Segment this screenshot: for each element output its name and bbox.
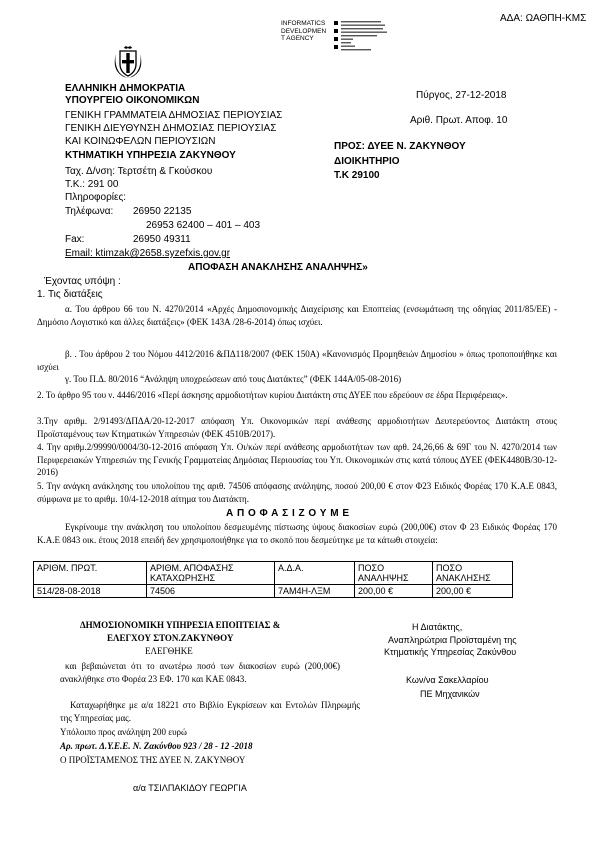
table-cell: 7ΑΜ4Η-ΛΞΜ [275,585,355,598]
phone-2: 26953 62400 – 401 – 403 [146,220,260,231]
fiscal-service-heading-2: ΕΛΕΓΧΟΥ ΣΤΟΝ.ΖΑΚΥΝΘΟΥ [107,633,234,643]
fax-label: Fax: [65,234,85,245]
fax-number: 26950 49311 [133,234,191,245]
date: Πύργος, 27-12-2018 [416,90,507,101]
clause-b: β. . Του άρθρου 2 του Νόμου 4412/2016 &ΠΔ118/2007 (ΦΕΚ 150Α) «Κανονισμός Προμηθειών Δημοσίου » όπως τροποποιήθηκε και ισχύει [37,349,557,372]
clause-a: α. Του άρθρου 66 του Ν. 4270/2014 «Αρχές Δημοσιονομικής Διαχείρισης και Εποπτείας (ενσωμάτωση της οδηγίας 2011/85/ΕΕ) - Δημόσιο Λογιστικό και άλλες διατάξεις» (ΦΕΚ 143Α /28-6-2014) όπως ισχύει. [37,304,557,327]
postal-code: Τ.Κ.: 291 00 [65,179,119,190]
checked-paragraph: και βεβαιώνεται ότι το ανωτέρω ποσό των διακοσίων ευρώ (200,00€) ανακλήθηκε στο Φορέα 23 ΕΦ. 170 και ΚΑΕ 0843. [60,661,340,684]
table-header-cell: Α.Δ.Α. [275,562,355,585]
table-cell: 74506 [147,585,275,598]
dyee-signer: α/α ΤΣΙΛΠΑΚΙΔΟΥ ΓΕΩΡΓΙΑ [133,783,247,793]
protocol-number: Αριθ. Πρωτ. Αποφ. 10 [410,115,508,126]
signatory-role-3: Κτηματικής Υπηρεσίας Ζακύνθου [384,647,517,657]
informatics-logo-text [281,20,326,43]
decision-title: ΑΠΟΦΑΣΗ ΑΝΑΚΛΗΣΗΣ ΑΝΑΛΗΨΗΣ» [188,262,368,273]
country-title: ΕΛΛΗΝΙΚΗ ΔΗΜΟΚΡΑΤΙΑ [65,83,186,94]
remaining-amount: Υπόλοιπο προς ανάληψη 200 ευρώ [60,727,187,737]
dyee-head: Ο ΠΡΟΪΣΤΑΜΕΝΟΣ ΤΗΣ ΔΥΕΕ Ν. ΖΑΚΥΝΘΟΥ [60,755,246,765]
recipient-to: ΠΡΟΣ: ΔΥΕΕ Ν. ΖΑΚΥΝΘΟΥ [334,141,466,152]
informatics-logo-fineprint [341,20,396,59]
item-3: 3.Την αριθμ. 2/91493/ΔΠΔΑ/20-12-2017 απόφαση Υπ. Οικονομικών περί ανάθεσης αρμοδιοτήτων Δευτερεύοντος Διατάκτη στους Προϊσταμένους των Κτηματικών Υπηρεσιών (ΦΕΚ 4510Β/2017). [37,416,557,439]
table-header-cell: ΑΡΙΘΜ. ΠΡΩΤ. [34,562,147,585]
table-row [34,585,513,598]
gen-directorate-1: ΓΕΝΙΚΗ ΔΙΕΥΘΥΝΣΗ ΔΗΜΟΣΙΑΣ ΠΕΡΙΟΥΣΙΑΣ [65,123,277,134]
we-decide-heading: Α Π Ο Φ Α Σ Ι Ζ Ο Υ Μ Ε [226,508,350,519]
checked-label: ΕΛΕΓΘΗΚΕ [145,646,193,656]
item-4: 4. Την αριθμ.2/99990/0004/30-12-2016 απόφαση Υπ. Οι/κών περί ανάθεσης αρμοδιοτήτων των αρθ. 24,26,66 & 69Γ του Ν. 4270/2014 των Περιφερειακών Υπηρεσιών της Γενικής Γραμματείας Δημόσιας Περιουσίας του Υπ. Οικονομικών στις κατά τόπους ΔΥΕΕ (ΦΕΚ4480Β/30-12-2016) [37,442,557,477]
email-link[interactable]: Email: ktimzak@2658.syzefxis.gov.gr [65,248,231,259]
gen-directorate-2: ΚΑΙ ΚΟΙΝΩΦΕΛΩΝ ΠΕΡΙΟΥΣΙΩΝ [65,136,216,147]
recipient-place: ΔΙΟΙΚΗΤΗΡΙΟ [334,156,400,167]
signatory-name: Κων/να Σακελλαρίου [406,675,489,685]
logo-line-2: DEVELOPMEN [281,27,327,35]
table-header-cell: ΠΟΣΟ ΑΝΑΚΛΗΣΗΣ [433,562,513,585]
signatory-role-1: Η Διατάκτης, [412,622,463,632]
table-header-cell: ΑΡΙΘΜ. ΑΠΟΦΑΣΗΣ ΚΑΤΑΧΩΡΗΣΗΣ [147,562,275,585]
gen-secretariat: ΓΕΝΙΚΗ ΓΡΑΜΜΑΤΕΙΑ ΔΗΜΟΣΙΑΣ ΠΕΡΙΟΥΣΙΑΣ [65,110,283,121]
ada-code: ΑΔΑ: ΩΑΘΠΗ-ΚΜΣ [500,13,587,24]
registered-paragraph: Καταχωρήθηκε με α/α 18221 στο Βιβλίο Εγκρίσεων και Εντολών Πληρωμής της Υπηρεσίας μας. [60,700,360,723]
decision-text: Εγκρίνουμε την ανάκληση του υπολοίπου δεσμευμένης πίστωσης ύψους διακοσίων ευρώ (200,00€) στον Φ 23 Ειδικός Φορέας 170 Κ.Α.Ε 0843 οικ. έτους 2018 επειδή δεν χρησιμοποιήθηκε για το σκοπό που δεσμεύτηκε με τα κάτωθι στοιχεία: [37,522,557,545]
item-1: 1. Τις διατάξεις [37,289,103,300]
table-cell: 514/28-08-2018 [34,585,147,598]
fiscal-service-heading-1: ΔΗΜΟΣΙΟΝΟΜΙΚΗ ΥΠΗΡΕΣΙΑ ΕΠΟΠΤΕΙΑΣ & [80,620,281,630]
logo-line-3: T AGENCY [281,35,314,42]
item-5: 5. Την ανάγκη ανάκλησης του υπολοίπου της αριθ. 74506 απόφασης ανάληψης, ποσού 200,00 € στον Φ23 Ειδικός Φορέας 170 Κ.Α.Ε 0843, σύμφωνα με το αριθμ. 10/4-12-2018 αίτημα του Διατάκτη. [37,481,557,504]
info-label: Πληροφορίες: [65,192,127,203]
recipient-tk: Τ.Κ 29100 [334,170,380,181]
logo-line-1: INFORMATICS [281,20,326,27]
table-header-row [34,562,513,585]
address: Ταχ. Δ/νση: Τερτσέτη & Γκούσκου [65,166,213,177]
phone-1: 26950 22135 [133,206,192,217]
item-2: 2. Το άρθρο 95 του ν. 4446/2016 «Περί άσκησης αρμοδιοτήτων κυρίου Διατάκτη στις ΔΥΕΕ που εδρεύουν σε έδρα Περιφέρειας». [37,390,508,400]
ministry-title: ΥΠΟΥΡΓΕΙΟ ΟΙΚΟΝΟΜΙΚΩΝ [65,95,200,106]
table-cell: 200,00 € [433,585,513,598]
clause-c: γ. Του Π.Δ. 80/2016 “Ανάληψη υποχρεώσεων από τους Διατάκτες” (ΦΕΚ 144Α/05-08-2016) [65,374,402,384]
table-header-cell: ΠΟΣΟ ΑΝΑΛΗΨΗΣ [355,562,433,585]
service-title: ΚΤΗΜΑΤΙΚΗ ΥΠΗΡΕΣΙΑ ΖΑΚΥΝΘΟΥ [65,150,236,161]
phones-label: Τηλέφωνα: [65,206,114,217]
informatics-logo-mark [334,20,339,52]
table-cell: 200,00 € [355,585,433,598]
signatory-role-2: Αναπληρώτρια Προϊσταμένη της [388,635,517,645]
signatory-specialty: ΠΕ Μηχανικών [420,689,480,699]
greek-emblem-icon [113,44,143,85]
protocol-dyee: Αρ. πρωτ. Δ.Υ.Ε.Ε. Ν. Ζακύνθου 923 / 28 - 12 -2018 [60,741,253,751]
data-table [33,561,513,598]
having-in-mind: Έχοντας υπόψη : [44,276,121,287]
